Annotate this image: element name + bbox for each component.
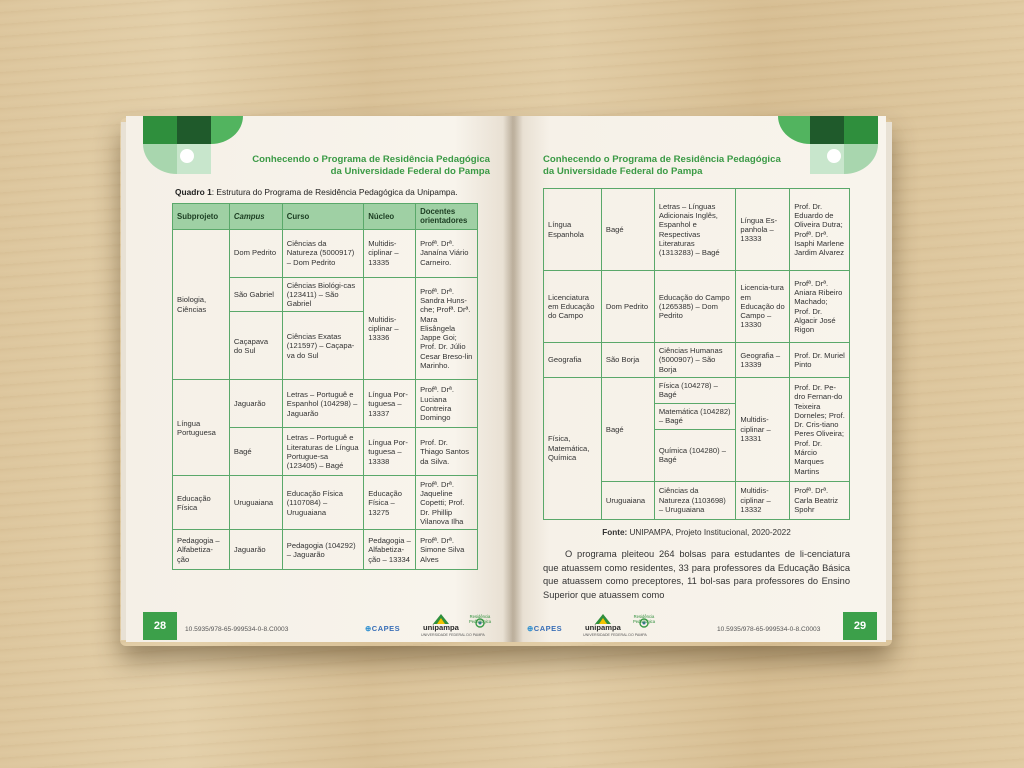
source-label: Fonte:	[602, 528, 628, 537]
cell-curso: Ciências da Natureza (5000917) – Dom Pedrito	[282, 229, 363, 277]
col-subprojeto: Subprojeto	[173, 204, 230, 230]
left-running-header	[240, 154, 490, 177]
caption-text: : Estrutura do Programa de Residência Pedagógica da Unipampa.	[211, 187, 458, 197]
col-nucleo: Núcleo	[364, 204, 416, 230]
cell-subprojeto: Educação Física	[173, 476, 230, 530]
residencia-text: Residência Pedagógica	[632, 614, 656, 624]
cell-subprojeto: Língua Portuguesa	[173, 380, 230, 476]
header-line1: Conhecendo o Programa de Residência Pedagógica	[543, 154, 781, 165]
doi-left: 10.5935/978-65-999534-0-8.C0003	[185, 626, 289, 633]
cell-subprojeto: Pedagogia – Alfabetiza-ção	[173, 530, 230, 570]
cell-nucleo: Língua Por-tuguesa – 13337	[364, 380, 416, 428]
cell-subprojeto: Licenciatura em Educação do Campo	[544, 271, 602, 343]
cell-docentes: Prof. Dr. Muriel Pinto	[790, 343, 850, 378]
cell-campus: Caçapava do Sul	[229, 312, 282, 380]
cell-curso: Educação Física (1107084) – Uruguaiana	[282, 476, 363, 530]
cell-curso: Educação do Campo (1265385) – Dom Pedrito	[654, 271, 736, 343]
cell-nucleo: Multidis-ciplinar – 13335	[364, 229, 416, 277]
cell-curso: Letras – Línguas Adicionais Inglês, Espanhol e Respectivas Literaturas (1313283) – Bagé	[654, 189, 736, 271]
table-row	[544, 343, 850, 378]
cell-curso: Ciências Humanas (5000907) – São Borja	[654, 343, 736, 378]
cell-nucleo: Educação Física – 13275	[364, 476, 416, 530]
capes-text: CAPES	[533, 624, 563, 633]
cell-curso: Ciências da Natureza (1103698) – Uruguaiana	[654, 481, 736, 519]
body-paragraph: O programa pleiteou 264 bolsas para estudantes de li-cenciatura que atuassem como residentes, 33 para professores da Educação Básica que atuassem como preceptores, 11 bol-sas para professores do Ensino Superior que atuassem como	[543, 549, 850, 600]
cell-campus: Bagé	[229, 428, 282, 476]
residencia-logo	[467, 614, 493, 638]
cell-campus: Bagé	[601, 189, 654, 271]
cell-docentes: Profª. Drª. Sandra Huns-che; Profª. Drª. Mara Elisângela Jappe Goi; Prof. Dr. Júlio Cesar Breso-lin Marinho.	[416, 277, 478, 380]
cell-campus: Bagé	[601, 377, 654, 481]
cell-curso: Letras – Portuguê e Literaturas de Língua Portugue-sa (123405) – Bagé	[282, 428, 363, 476]
structure-table-left	[172, 203, 478, 570]
header-line2: da Universidade Federal do Pampa	[543, 165, 703, 177]
cell-campus: Jaguarão	[229, 530, 282, 570]
cell-nucleo: Licencia-tura em Educação do Campo – 13330	[736, 271, 790, 343]
cell-nucleo: Multidis-ciplinar – 13336	[364, 277, 416, 380]
cell-curso: Ciências Biológi-cas (123411) – São Gabriel	[282, 277, 363, 312]
cell-campus: Uruguaiana	[601, 481, 654, 519]
cell-docentes: Profª. Drª. Janaína Viário Carneiro.	[416, 229, 478, 277]
left-corner-decoration	[143, 116, 243, 174]
table-row	[173, 380, 478, 428]
cell-docentes: Profª. Drª. Jaqueline Copetti; Prof. Dr. Phillip Vilanova Ilha	[416, 476, 478, 530]
doi-right: 10.5935/978-65-999534-0-8.C0003	[717, 626, 821, 633]
left-footer	[143, 612, 493, 640]
cell-docentes: Profª. Drª. Simone Silva Alves	[416, 530, 478, 570]
residencia-text: Residência Pedagógica	[468, 614, 492, 624]
cell-subprojeto: Física, Matemática, Química	[544, 377, 602, 519]
book-spine	[503, 116, 523, 642]
right-running-header	[543, 154, 803, 177]
table-row	[544, 189, 850, 271]
col-curso: Curso	[282, 204, 363, 230]
cell-docentes: Profª. Drª. Aniara Ribeiro Machado; Prof. Dr. Algacir José Rigon	[790, 271, 850, 343]
cell-curso: Letras – Portuguê e Espanhol (104298) – Jaguarão	[282, 380, 363, 428]
table-row	[544, 271, 850, 343]
right-page-edges	[885, 122, 892, 640]
cell-docentes: Prof. Dr. Pe-dro Fernan-do Teixeira Dorneles; Prof. Dr. Cris-tiano Peres Oliveira; Prof. Dr. Márcio Marques Martins	[790, 377, 850, 481]
table-source	[543, 528, 850, 537]
capes-text: CAPES	[371, 624, 401, 633]
cell-campus: Jaguarão	[229, 380, 282, 428]
capes-icon: ⊕	[527, 624, 534, 633]
right-footer	[527, 612, 877, 640]
cell-nucleo: Língua Es-panhola – 13333	[736, 189, 790, 271]
table-row	[544, 377, 850, 403]
cell-docentes: Prof. Dr. Thiago Santos da Silva.	[416, 428, 478, 476]
cell-docentes: Prof. Dr. Eduardo de Oliveira Dutra; Profª. Drª. Isaphi Marlene Jardim Alvarez	[790, 189, 850, 271]
cell-campus: São Gabriel	[229, 277, 282, 312]
structure-table-right	[543, 188, 850, 520]
cell-curso: Ciências Exatas (121597) – Caçapa-va do Sul	[282, 312, 363, 380]
cell-curso: Matemática (104282) – Bagé	[654, 403, 736, 429]
cell-subprojeto: Língua Espanhola	[544, 189, 602, 271]
residencia-logo	[631, 614, 657, 638]
caption-label: Quadro 1	[175, 187, 212, 197]
cell-campus: Dom Pedrito	[229, 229, 282, 277]
cell-subprojeto: Geografia	[544, 343, 602, 378]
unipampa-subtitle: UNIVERSIDADE FEDERAL DO PAMPA	[583, 633, 647, 637]
table-caption	[175, 187, 458, 197]
cell-nucleo: Multidis-ciplinar – 13331	[736, 377, 790, 481]
page-number-right: 29	[843, 612, 877, 640]
header-line2: da Universidade Federal do Pampa	[330, 165, 490, 177]
capes-icon: ⊕	[365, 624, 372, 633]
capes-logo	[365, 624, 400, 633]
cell-curso: Pedagogia (104292) – Jaguarão	[282, 530, 363, 570]
cell-nucleo: Língua Por-tuguesa – 13338	[364, 428, 416, 476]
table-row	[173, 229, 478, 277]
cell-curso: Física (104278) – Bagé	[654, 377, 736, 403]
capes-logo	[527, 624, 562, 633]
cell-nucleo: Multidis-ciplinar – 13332	[736, 481, 790, 519]
page-number-left: 28	[143, 612, 177, 640]
col-docentes: Docentes orientadores	[416, 204, 478, 230]
cell-curso: Química (104280) – Bagé	[654, 429, 736, 481]
header-line1: Conhecendo o Programa de Residência Pedagógica	[252, 154, 490, 165]
cell-subprojeto: Biologia, Ciências	[173, 229, 230, 380]
cell-docentes: Profª. Drª. Luciana Contreira Domingo	[416, 380, 478, 428]
cell-campus: Dom Pedrito	[601, 271, 654, 343]
col-campus: Campus	[229, 204, 282, 230]
table-row	[173, 476, 478, 530]
source-text: UNIPAMPA, Projeto Institucional, 2020-2022	[627, 528, 791, 537]
cell-nucleo: Geografia – 13339	[736, 343, 790, 378]
table-header-row	[173, 204, 478, 230]
cell-docentes: Profª. Drª. Carla Beatriz Spohr	[790, 481, 850, 519]
unipampa-text: unipampa	[585, 623, 621, 632]
cell-campus: São Borja	[601, 343, 654, 378]
unipampa-subtitle: UNIVERSIDADE FEDERAL DO PAMPA	[421, 633, 485, 637]
cell-campus: Uruguaiana	[229, 476, 282, 530]
cell-nucleo: Pedagogia – Alfabetiza-ção – 13334	[364, 530, 416, 570]
table-row	[173, 530, 478, 570]
unipampa-text: unipampa	[423, 623, 459, 632]
